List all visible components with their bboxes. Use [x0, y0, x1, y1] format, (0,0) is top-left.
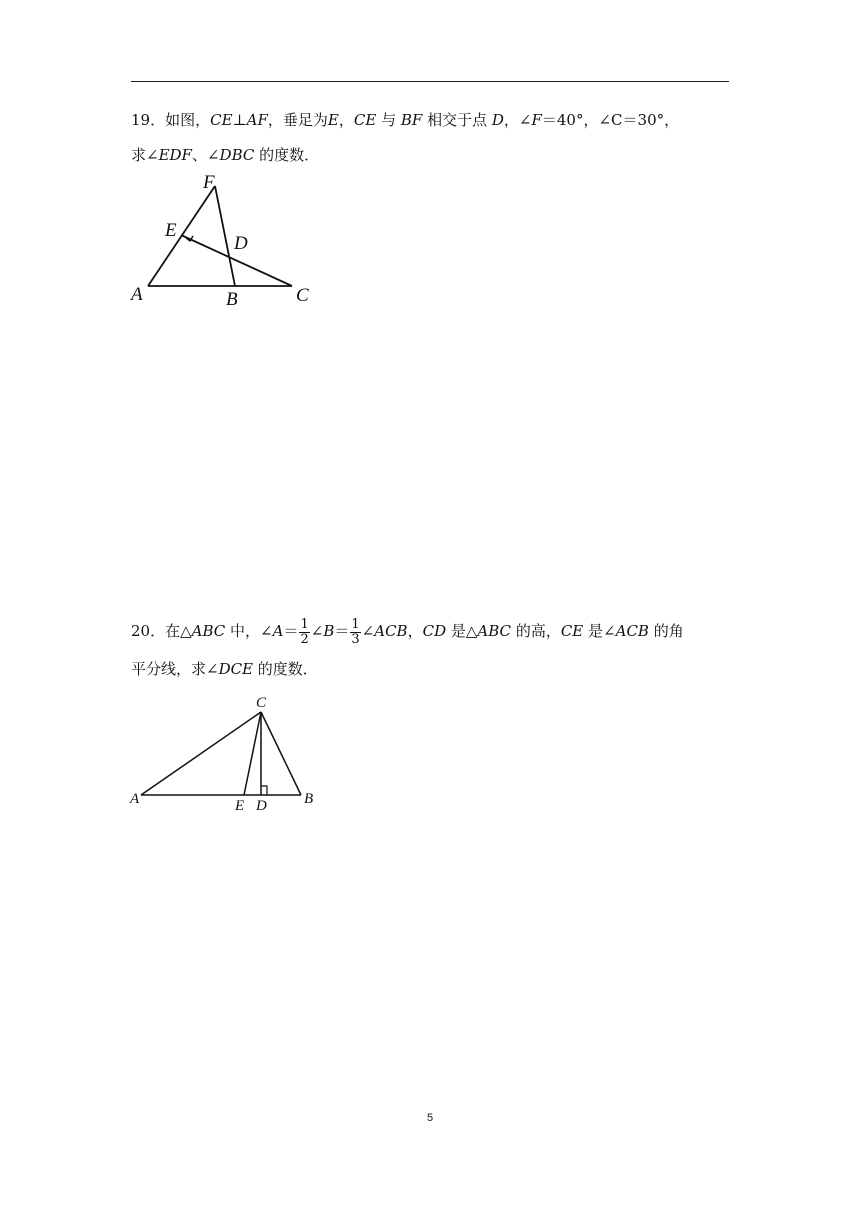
- q20-line-2: 平分线，求∠DCE 的度数．: [131, 660, 318, 678]
- label-b20: B: [304, 791, 314, 807]
- label-c: C: [296, 285, 309, 306]
- fraction-one-half: $\frac{1}{2}$: [300, 616, 309, 647]
- segment-ce20: [244, 712, 261, 795]
- fraction-one-third: $\frac{1}{3}$: [351, 616, 360, 647]
- label-c20: C: [256, 695, 267, 711]
- label-d: D: [234, 233, 248, 254]
- segment-cb: [261, 712, 301, 795]
- q20-number: 20．: [131, 622, 166, 640]
- q19-line-1: 19．如图，CE⊥AF，垂足为E，CE 与 BF 相交于点 D，∠F＝40°，∠C＝30°，: [131, 111, 680, 129]
- label-f: F: [203, 172, 215, 193]
- q19-line-2: 求∠EDF、∠DBC 的度数．: [131, 146, 320, 164]
- right-angle-mark-d: [261, 786, 267, 795]
- label-e20: E: [235, 798, 245, 814]
- segment-fb: [215, 186, 235, 286]
- q19-number: 19．: [131, 111, 166, 129]
- segment-ac20: [141, 712, 261, 795]
- page-number: 5: [426, 1112, 434, 1124]
- label-d20: D: [256, 798, 267, 814]
- q20-line-1: 20．在△ABC 中，∠A＝ $\frac{1}{2}$ ∠B＝ $\frac{1}{3}$ ∠ACB，CD 是△ABC 的高，CE 是∠ACB 的角: [131, 616, 684, 647]
- label-e: E: [165, 220, 177, 241]
- label-b: B: [226, 289, 238, 310]
- label-a: A: [131, 284, 143, 305]
- label-a20: A: [130, 791, 140, 807]
